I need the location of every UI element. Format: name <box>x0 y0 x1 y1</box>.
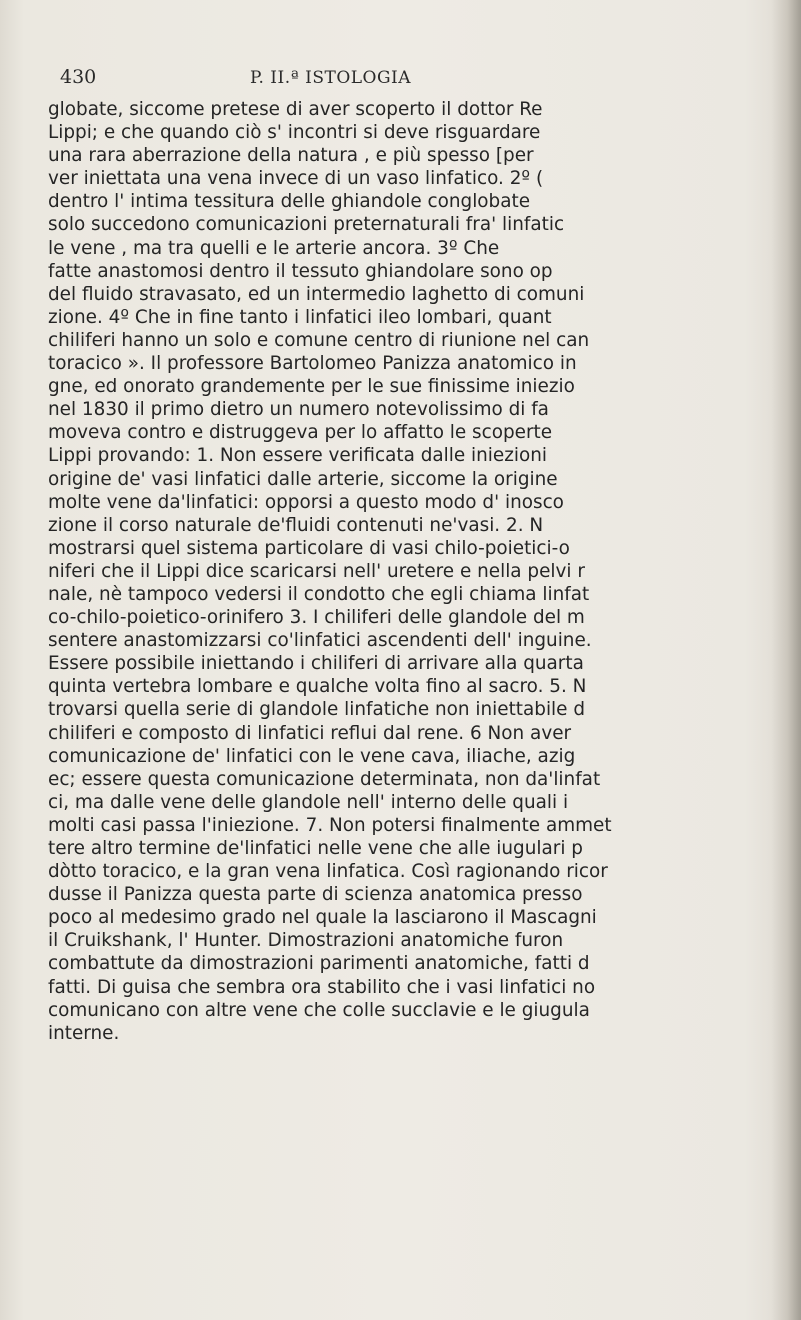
text-line-content: toracico ». Il professore Bartolomeo Panizza anatomico in <box>48 353 577 375</box>
text-line <box>48 514 788 537</box>
text-line <box>48 698 788 721</box>
text-line-content: gne, ed onorato grandemente per le sue finissime iniezio <box>48 376 575 398</box>
text-line-content: dentro l' intima tessitura delle ghiandole conglobate <box>48 191 531 213</box>
text-line-content: ec; essere questa comunicazione determinata, non da'linfat <box>48 768 601 790</box>
text-line <box>48 283 788 306</box>
text-line <box>48 398 788 421</box>
text-line <box>48 722 788 745</box>
text-line-content: ver iniettata una vena invece di un vaso linfatico. 2º ( <box>48 168 544 190</box>
text-line <box>48 237 788 260</box>
text-line <box>48 537 788 560</box>
text-line-content: tere altro termine de'linfatici nelle vene che alle iugulari p <box>48 838 583 859</box>
text-line-content: le vene , ma tra quelli e le arterie ancora. 3º Che <box>48 237 500 259</box>
text-line <box>48 167 788 190</box>
text-line <box>48 929 788 952</box>
text-line-content: il Cruikshank, l' Hunter. Dimostrazioni anatomiche furon <box>48 930 564 952</box>
text-line-content: chiliferi e composto di linfatici reflui dal rene. 6 Non aver <box>48 722 572 744</box>
text-line-content: nale, nè tampoco vedersi il condotto che egli chiama linfat <box>48 583 590 605</box>
text-line-content: sentere anastomizzarsi co'linfatici ascendenti dell' inguine. <box>48 630 592 652</box>
text-line <box>48 260 788 283</box>
page-number: 430 <box>60 66 97 88</box>
text-line <box>48 144 788 167</box>
text-line-content: nel 1830 il primo dietro un numero notevolissimo di fa <box>48 399 549 421</box>
text-line-content: combattute da dimostrazioni parimenti anatomiche, fatti d <box>48 953 590 975</box>
text-line-content: dusse il Panizza questa parte di scienza anatomica presso <box>48 884 583 906</box>
text-line <box>48 306 788 329</box>
page-header <box>0 66 801 92</box>
text-line <box>48 213 788 236</box>
text-line <box>48 583 788 606</box>
text-line <box>48 837 788 860</box>
text-line <box>48 860 788 883</box>
text-line-content: zione. 4º Che in fine tanto i linfatici ileo lombari, quant <box>48 306 552 328</box>
text-line-content: solo succedono comunicazioni preternaturali fra' linfatic <box>48 214 565 236</box>
text-line-content: trovarsi quella serie di glandole linfatiche non iniettabile d <box>48 699 585 721</box>
text-line-content: dòtto toracico, e la gran vena linfatica. Così ragionando ricor <box>48 861 608 883</box>
text-line-content: niferi che il Lippi dice scaricarsi nell' uretere e nella pelvi r <box>48 560 585 582</box>
text-line-content: Lippi; e che quando ciò s' incontri si deve risguardare <box>48 122 541 144</box>
text-line-content: ci, ma dalle vene delle glandole nell' interno delle quali i <box>48 791 569 813</box>
text-line <box>48 98 788 121</box>
text-line <box>48 1022 788 1045</box>
text-line <box>48 999 788 1022</box>
text-line-content: del fluido stravasato, ed un intermedio laghetto di comuni <box>48 283 585 305</box>
text-line-content: co-chilo-poietico-orinifero 3. I chiliferi delle glandole del m <box>48 607 585 629</box>
text-line <box>48 491 788 514</box>
text-line-content: Lippi provando: 1. Non essere verificata dalle iniezioni <box>48 445 547 467</box>
text-line <box>48 652 788 675</box>
text-line <box>48 329 788 352</box>
text-line <box>48 791 788 814</box>
text-line <box>48 190 788 213</box>
text-line-content: chiliferi hanno un solo e comune centro di riunione nel can <box>48 329 590 351</box>
text-line <box>48 952 788 975</box>
body-text <box>48 98 788 1045</box>
text-line <box>48 629 788 652</box>
text-line-content: quinta vertebra lombare e qualche volta fino al sacro. 5. N <box>48 676 587 698</box>
text-line-content: molte vene da'linfatici: opporsi a questo modo d' inosco <box>48 491 564 513</box>
text-line-content: globate, siccome pretese di aver scoperto il dottor Re <box>48 99 543 120</box>
text-line-content: moveva contro e distruggeva per lo affatto le scoperte <box>48 422 553 444</box>
text-line <box>48 976 788 999</box>
text-line <box>48 606 788 629</box>
text-line-content: origine de' vasi linfatici dalle arterie, siccome la origine <box>48 468 558 490</box>
text-line-content: zione il corso naturale de'fluidi contenuti ne'vasi. 2. N <box>48 514 544 536</box>
running-head: P. II.ª ISTOLOGIA <box>250 68 412 88</box>
text-line-content: mostrarsi quel sistema particolare di vasi chilo-poietici-o <box>48 537 570 559</box>
text-line <box>48 352 788 375</box>
text-line-content: interne. <box>48 1022 120 1044</box>
text-line-content: molti casi passa l'iniezione. 7. Non potersi finalmente ammet <box>48 814 612 836</box>
text-line-content: comunicano con altre vene che colle succlavie e le giugula <box>48 999 590 1021</box>
text-line <box>48 468 788 491</box>
text-line <box>48 675 788 698</box>
text-line <box>48 814 788 837</box>
text-line <box>48 906 788 929</box>
text-line <box>48 444 788 467</box>
text-line <box>48 768 788 791</box>
text-line <box>48 883 788 906</box>
text-line-content: fatte anastomosi dentro il tessuto ghiandolare sono op <box>48 260 553 282</box>
text-line <box>48 421 788 444</box>
text-line-content: fatti. Di guisa che sembra ora stabilito che i vasi linfatici no <box>48 976 596 998</box>
text-line <box>48 560 788 583</box>
text-line <box>48 121 788 144</box>
text-line <box>48 745 788 768</box>
text-line-content: una rara aberrazione della natura , e più spesso [per <box>48 145 534 167</box>
text-line-content: comunicazione de' linfatici con le vene cava, iliache, azig <box>48 745 576 767</box>
text-line <box>48 375 788 398</box>
text-line-content: poco al medesimo grado nel quale la lasciarono il Mascagni <box>48 907 597 929</box>
text-line-content: Essere possibile iniettando i chiliferi di arrivare alla quarta <box>48 653 584 675</box>
